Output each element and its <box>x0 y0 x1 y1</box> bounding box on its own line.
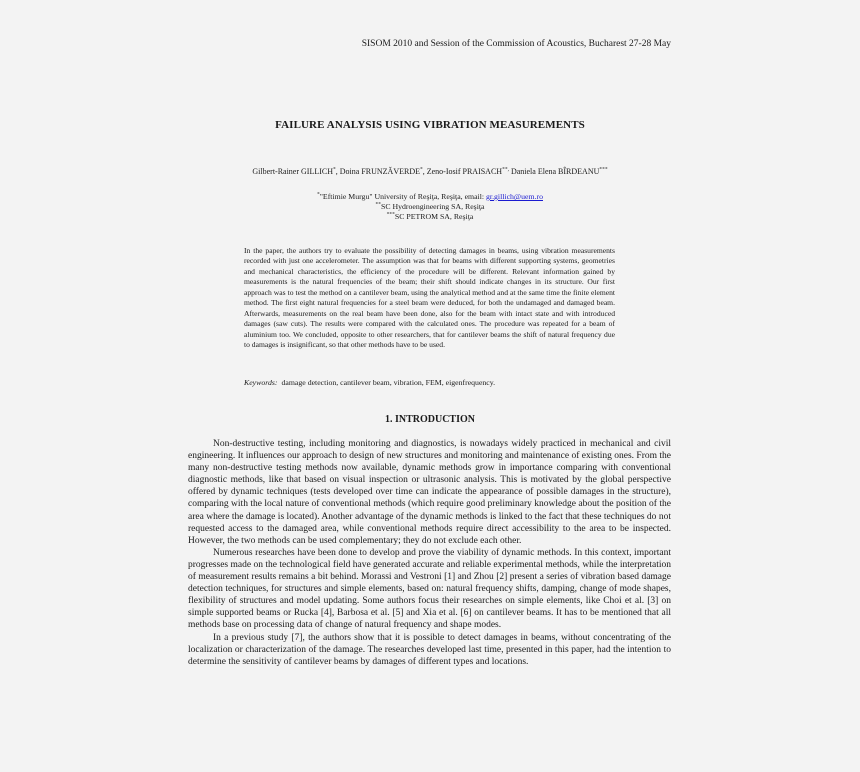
affiliation-text: SC PETROM SA, Reşiţa <box>394 212 474 221</box>
author-name: Gilbert-Rainer GILLICH <box>252 167 334 176</box>
author-name: , Zeno-Iosif PRAISACH <box>422 167 503 176</box>
author-name: Daniela Elena BÎRDEANU <box>508 167 600 176</box>
email-link[interactable]: gr.gillich@uem.ro <box>486 192 543 201</box>
keywords-text: damage detection, cantilever beam, vibration, FEM, eigenfrequency. <box>281 378 496 387</box>
author-mark: * <box>333 166 336 173</box>
author-mark: *** <box>599 166 608 173</box>
author-name: , Doina FRUNZĂVERDE <box>335 167 420 176</box>
author-mark: **, <box>502 166 509 173</box>
keywords <box>244 378 624 387</box>
section-heading: 1. INTRODUCTION <box>384 414 475 425</box>
affiliation-1 <box>0 192 860 201</box>
body-text <box>188 438 671 668</box>
keywords-label: Keywords: <box>244 378 278 387</box>
paragraph: Numerous researches have been done to develop and prove the viability of dynamic methods. In this context, important progresses made on the technological field have generated accurate and reliable experimental methods, while the interpretation of measurement results remains a bit behind. Morassi and Vestroni [1] and Zhou [2] present a series of vibration based damage detection techniques, for structures and simple elements, based on: natural frequency shifts, damping, change of mode shapes, flexibility of structures and model updating. Some authors focus their researches on simple elements, like Choi et al. [3] on simple supported beams or Rucka [4], Barbosa et al. [5] and Xia et al. [6] on cantilever beams. It has to be mentioned that all methods base on processing data of change of natural frequency and shape modes. <box>188 547 671 631</box>
affiliation-3 <box>0 212 860 221</box>
affiliation-2 <box>0 202 860 211</box>
author-mark: * <box>419 166 423 173</box>
affiliation-text: "Eftimie Murgu" University of Reşiţa, Reşiţa, email: <box>319 192 486 201</box>
affiliation-mark: *** <box>386 211 395 218</box>
author-list <box>0 167 860 176</box>
abstract: In the paper, the authors try to evaluate the possibility of detecting damages in beams, using vibration measurements recorded with just one accelerometer. The assumption was that for beams with different supporting systems, geometries and mechanical characteristics, the efficiency of the procedure will be different. Relevant information gained by measurements is the natural frequencies of the beam; their shift should indicate changes in its structure. Our first approach was to test the method on a cantilever beam, using the analytical method and at the same time the finite element method. The first eight natural frequencies for a steel beam were deduced, for both the undamaged and damaged beam. Afterwards, measurements on the real beam have been done, also for the beam with intact state and with introduced damages (saw cuts). The results were compared with the calculated ones. The procedure was repeated for a beam of aluminium too. We concluded, opposite to other researchers, that for cantilever beams the shift of natural frequency due to damages is insignificant, so that other methods have to be used. <box>244 246 615 350</box>
affiliation-mark: * <box>317 191 320 198</box>
paragraph: In a previous study [7], the authors show that it is possible to detect damages in beams, without concentrating of the localization or characterization of the damage. The researches developed last time, presented in this paper, had the intention to determine the sensitivity of cantilever beams by damages of different types and locations. <box>188 632 671 667</box>
paper-title: FAILURE ANALYSIS USING VIBRATION MEASUREMENTS <box>275 119 585 131</box>
affiliation-mark: ** <box>375 201 381 208</box>
paragraph: Non-destructive testing, including monitoring and diagnostics, is nowadays widely practiced in mechanical and civil engineering. It influences our approach to design of new structures and monitoring and maintenance of existing ones. From the many non-destructive testing methods now available, dynamic methods grow in importance comparing with conventional diagnostic methods, like that based on visual inspection or ultrasonic analysis. This is motivated by the global perspective offered by dynamic techniques (tests developed over time can indicate the appearance of possible damages in the structure), comparing with the local nature of conventional methods (which require good preliminary knowledge about the position of the area where the damage is located). Another advantage of the dynamic methods is linked to the fact that these techniques do not requested access to the damaged area, while conventional methods require direct accessibility to the area to be inspected. However, the two methods can be used complementary; they do not exclude each other. <box>188 439 671 546</box>
affiliation-text: SC Hydroengineering SA, Reşiţa <box>380 202 485 211</box>
running-head: SISOM 2010 and Session of the Commission of Acoustics, Bucharest 27-28 May <box>361 39 671 49</box>
